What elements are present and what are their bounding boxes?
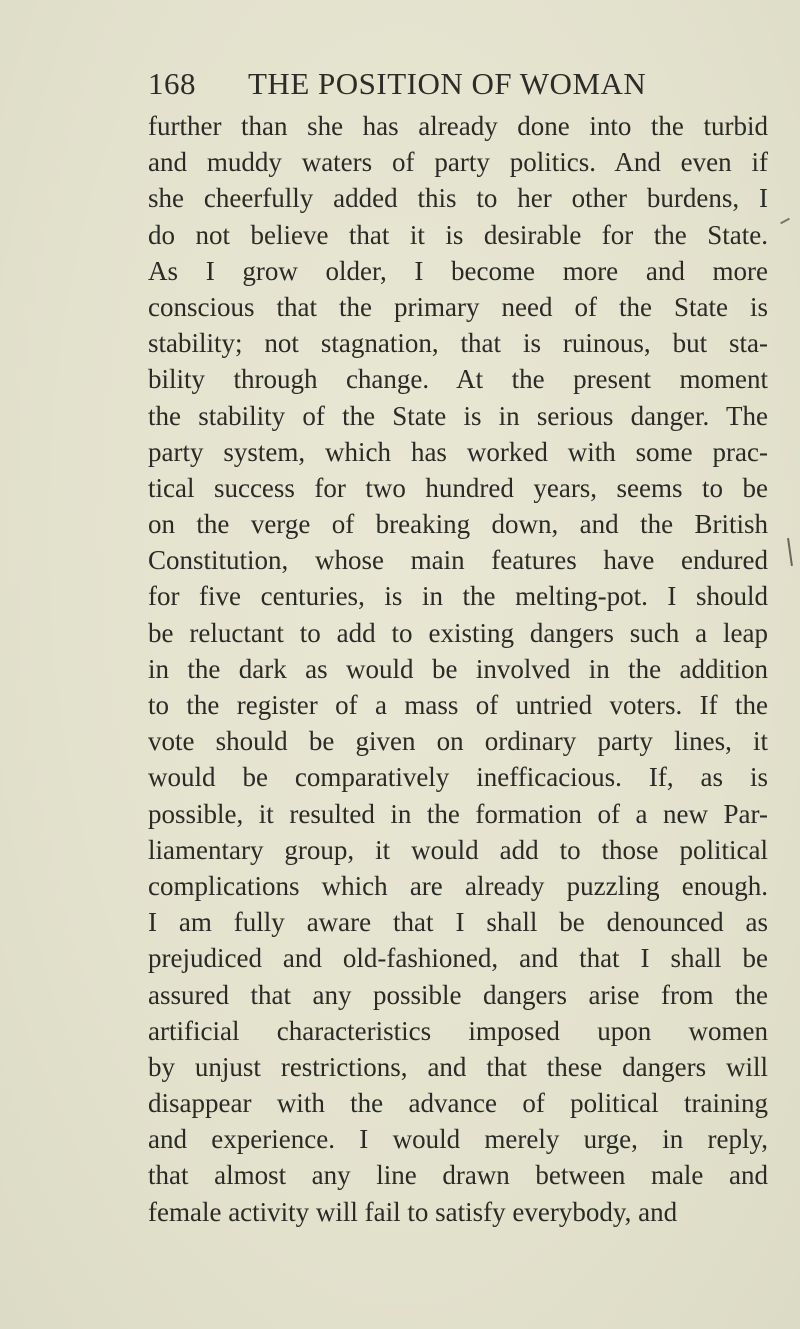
text-line: I am fully aware that I shall be denounced as [148,907,768,938]
text-line: disappear with the advance of political training [148,1088,768,1119]
text-line: stability; not stagnation, that is ruinous, but sta- [148,328,768,359]
text-line: by unjust restrictions, and that these dangers will [148,1051,768,1082]
page-number: 168 [148,66,196,101]
text-line: the stability of the State is in serious danger. The [148,400,768,431]
text-line: in the dark as would be involved in the addition [148,653,768,684]
pencil-stroke-icon [787,538,793,566]
text-line: artificial characteristics imposed upon women [148,1015,768,1046]
text-line: further than she has already done into the turbid [148,111,768,141]
text-line: Constitution, whose main features have endured [148,545,768,576]
text-line: and muddy waters of party politics. And even if [148,147,768,178]
text-line: she cheerfully added this to her other burdens, I [148,183,768,214]
running-head [148,66,768,112]
text-line: tical success for two hundred years, seems to be [148,472,768,503]
text-line: liamentary group, it would add to those political [148,834,768,865]
text-line: As I grow older, I become more and more [148,255,768,286]
text-line: be reluctant to add to existing dangers such a leap [148,617,768,648]
running-title: THE POSITION OF WOMAN [248,66,647,101]
text-line: assured that any possible dangers arise from the [148,979,768,1010]
text-line: complications which are already puzzling enough. [148,870,768,901]
text-line: female activity will fail to satisfy everybody, and [148,1196,678,1227]
text-line: party system, which has worked with some prac- [148,436,768,467]
text-line: conscious that the primary need of the State is [148,291,768,322]
body-text [148,108,768,1230]
text-line: and experience. I would merely urge, in reply, [148,1124,768,1155]
text-line: for five centuries, is in the melting-pot. I should [148,581,768,612]
text-line: vote should be given on ordinary party lines, it [148,726,768,757]
text-line: bility through change. At the present moment [148,364,768,395]
text-line: on the verge of breaking down, and the British [148,509,768,540]
text-line: that almost any line drawn between male and [148,1160,768,1191]
text-line: to the register of a mass of untried voters. If the [148,690,768,720]
text-line: do not believe that it is desirable for the State. [148,219,768,250]
text-line: prejudiced and old-fashioned, and that I shall be [148,943,768,974]
text-line: would be comparatively inefficacious. If, as is [148,762,768,793]
pencil-mark-icon [780,218,790,224]
text-line: possible, it resulted in the formation of a new Par- [148,798,768,829]
